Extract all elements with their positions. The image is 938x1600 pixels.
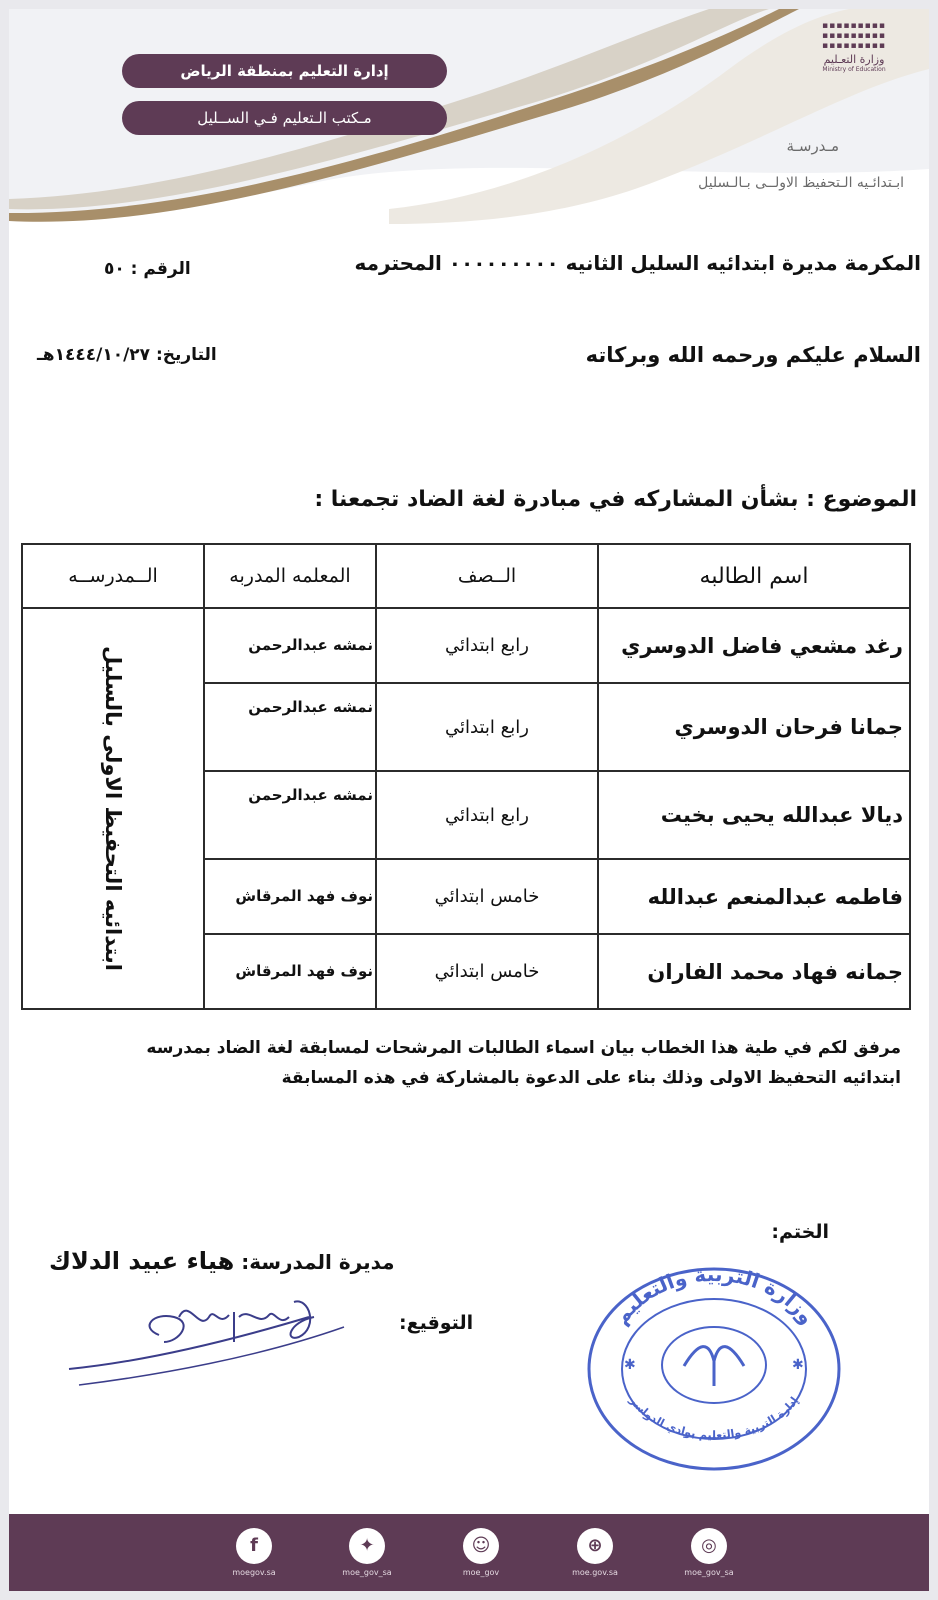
stamp-text-top: وزارة التربية والتعليم bbox=[608, 1261, 820, 1329]
social-handle: moe_gov bbox=[462, 1568, 500, 1577]
footer-bar bbox=[9, 1514, 929, 1591]
student-name: جمانا فرحان الدوسري bbox=[598, 683, 910, 771]
ministry-logo bbox=[809, 21, 899, 83]
recipient-line: المكرمة مديرة ابتدائيه السليل الثانيه ٠٠٠٠٠٠٠٠٠ المحترمه bbox=[354, 251, 921, 275]
svg-text:✱: ✱ bbox=[792, 1357, 804, 1373]
social-handle: moe_gov_sa bbox=[684, 1568, 734, 1577]
ministry-name: وزارة التعـليم bbox=[823, 53, 885, 66]
header-school: الــمدرســه bbox=[22, 544, 204, 608]
header-student-name: اسم الطالبه bbox=[598, 544, 910, 608]
social-twitter[interactable] bbox=[327, 1528, 407, 1577]
social-facebook[interactable] bbox=[214, 1528, 294, 1577]
student-teacher: نمشه عبدالرحمن bbox=[204, 771, 376, 859]
svg-text:وزارة التربية والتعليم bbox=[609, 1262, 820, 1329]
letter-page bbox=[9, 9, 929, 1591]
social-handle: moegov.sa bbox=[232, 1568, 276, 1577]
student-teacher: نوف فهد المرقاش bbox=[204, 934, 376, 1009]
attachment-line-1: مرفق لكم في طية هذا الخطاب بيان اسماء الطالبات المرشحات لمسابقة لغة الضاد بمدرسه bbox=[146, 1038, 901, 1058]
snapchat-icon: ☺ bbox=[463, 1528, 499, 1564]
student-teacher: نوف فهد المرقاش bbox=[204, 859, 376, 934]
school-cell-text: ابتدائيه التحفيظ الاولى بالسليل bbox=[101, 645, 125, 971]
student-teacher: نمشه عبدالرحمن bbox=[204, 608, 376, 683]
web-icon: ⊕ bbox=[577, 1528, 613, 1564]
svg-text:إدارة التربية والتعليم بوادي ا bbox=[626, 1394, 801, 1442]
social-handle: moe.gov.sa bbox=[572, 1568, 618, 1577]
attachment-line-2: ابتدائيه التحفيظ الاولى وذلك بناء على الدعوة بالمشاركة في هذه المسابقة bbox=[281, 1068, 901, 1088]
ministry-sub: Ministry of Education bbox=[822, 66, 886, 73]
greeting-line: السلام عليكم ورحمه الله وبركاته bbox=[585, 343, 921, 367]
social-web[interactable] bbox=[555, 1528, 635, 1577]
header-grade: الــصف bbox=[376, 544, 598, 608]
student-name: جمانه فهاد محمد الفاران bbox=[598, 934, 910, 1009]
reference-number: الرقم : ٥٠ bbox=[104, 259, 191, 279]
school-cell bbox=[22, 608, 204, 1009]
stamp-text-bottom: إدارة التربية والتعليم بوادي الدواسر bbox=[626, 1394, 802, 1442]
facebook-icon: f bbox=[236, 1528, 272, 1564]
student-grade: خامس ابتدائي bbox=[376, 859, 598, 934]
social-handle: moe_gov_sa bbox=[342, 1568, 392, 1577]
school-label: مـدرسـة bbox=[786, 137, 839, 155]
social-snapchat[interactable] bbox=[441, 1528, 521, 1577]
table-header-row bbox=[22, 544, 910, 608]
letterhead bbox=[9, 9, 929, 239]
date-line: التاريخ: ١٤٤٤/١٠/٢٧هـ bbox=[37, 345, 217, 365]
subject-line: الموضوع : بشأن المشاركه في مبادرة لغة الضاد تجمعنا : bbox=[314, 487, 917, 512]
principal-line bbox=[49, 1247, 395, 1275]
student-grade: رابع ابتدائي bbox=[376, 771, 598, 859]
twitter-icon: ✦ bbox=[349, 1528, 385, 1564]
svg-text:✱: ✱ bbox=[624, 1357, 636, 1373]
stamp-label: الختم: bbox=[771, 1221, 829, 1243]
student-grade: رابع ابتدائي bbox=[376, 683, 598, 771]
student-teacher: نمشه عبدالرحمن bbox=[204, 683, 376, 771]
student-name: فاطمه عبدالمنعم عبدالله bbox=[598, 859, 910, 934]
social-instagram[interactable] bbox=[669, 1528, 749, 1577]
official-stamp bbox=[584, 1261, 844, 1476]
office-pill: مـكتب الـتعليم فـي الســليل bbox=[122, 101, 447, 135]
instagram-icon: ◎ bbox=[691, 1528, 727, 1564]
student-grade: خامس ابتدائي bbox=[376, 934, 598, 1009]
student-name: رغد مشعي فاضل الدوسري bbox=[598, 608, 910, 683]
school-name: ابـتدائـيه الـتحفيظ الاولــى بـالـسليل bbox=[698, 175, 904, 191]
student-grade: رابع ابتدائي bbox=[376, 608, 598, 683]
header-teacher: المعلمه المدربه bbox=[204, 544, 376, 608]
students-table bbox=[21, 543, 911, 1010]
handwritten-signature bbox=[59, 1287, 359, 1397]
principal-name: هياء عبيد الدلاك bbox=[49, 1247, 235, 1275]
logo-dots-icon: ▪▪▪▪▪▪▪▪▪ ▪▪▪▪▪▪▪▪▪ ▪▪▪▪▪▪▪▪▪ bbox=[822, 21, 886, 51]
signature-label: التوقيع: bbox=[399, 1312, 474, 1334]
principal-label: مديرة المدرسة: bbox=[241, 1250, 395, 1274]
region-pill: إدارة التعليم بمنطقة الرياض bbox=[122, 54, 447, 88]
table-row bbox=[22, 608, 910, 683]
student-name: ديالا عبدالله يحيى بخيت bbox=[598, 771, 910, 859]
attachment-paragraph bbox=[21, 1033, 901, 1093]
